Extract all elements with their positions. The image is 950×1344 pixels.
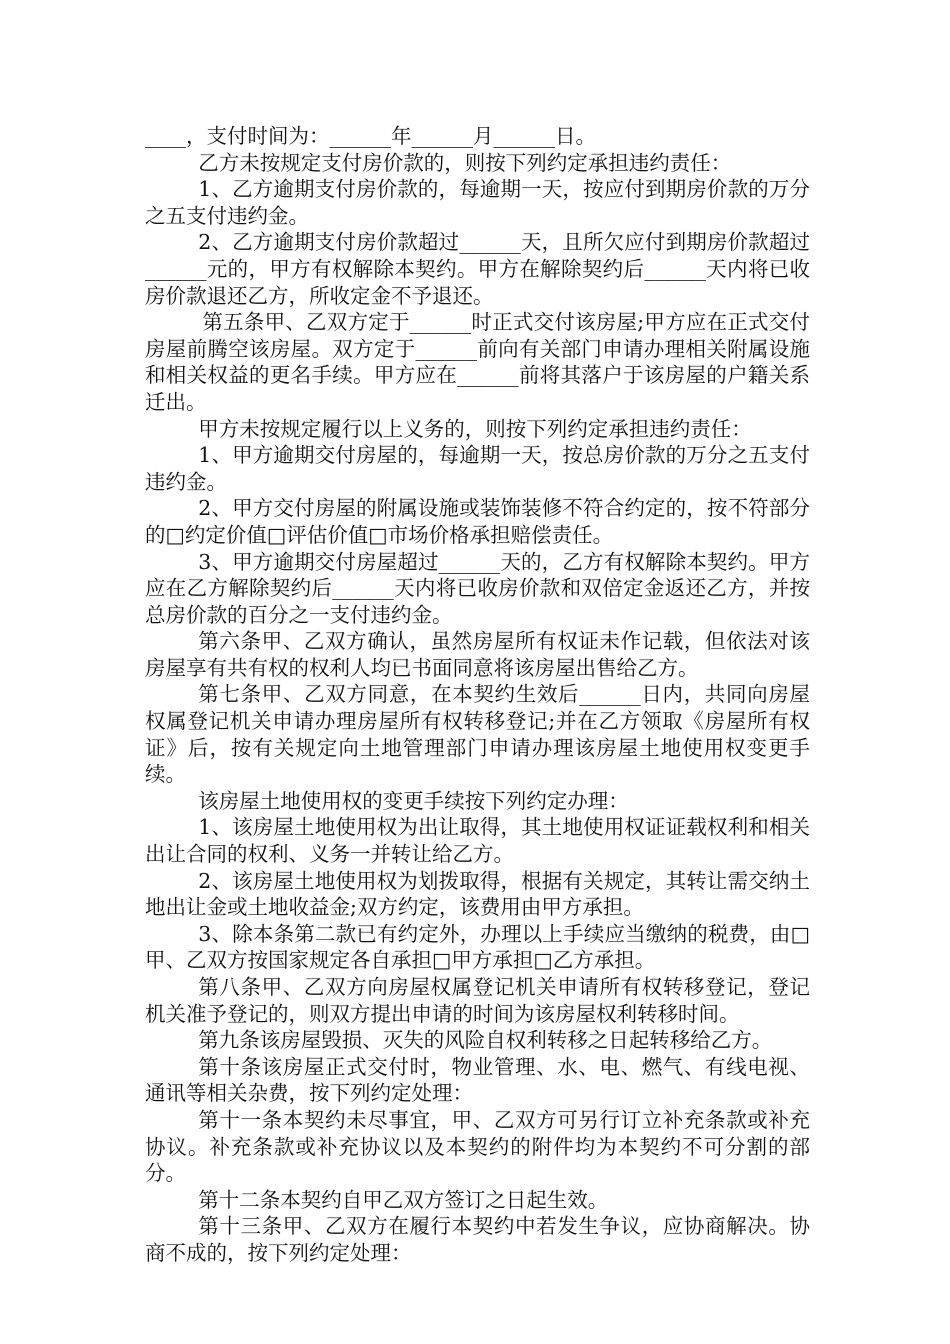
contract-paragraph: 第五条甲、乙双方定于______时正式交付该房屋;甲方应在正式交付房屋前腾空该房屋。双方定于______前向有关部门申请办理相关附属设施和相关权益的更名手续。甲方应在______前将其落户于该房屋的户籍关系迁出。 xyxy=(145,310,810,414)
contract-paragraph: 第六条甲、乙双方确认，虽然房屋所有权证未作记载，但依法对该房屋享有共有权的权利人均已书面同意将该房屋出售给乙方。 xyxy=(145,629,810,680)
contract-paragraph: 第十二条本契约自甲乙双方签订之日起生效。 xyxy=(198,1187,609,1212)
contract-paragraph: ____，支付时间为：______年______月______日。 xyxy=(145,124,596,148)
contract-paragraph: 2、甲方交付房屋的附属设施或装饰装修不符合约定的，按不符部分的□约定价值□评估价值□市场价格承担赔偿责任。 xyxy=(145,496,810,547)
contract-paragraph: 甲方未按规定履行以上义务的，则按下列约定承担违约责任： xyxy=(198,416,752,441)
contract-paragraph: 第八条甲、乙双方向房屋权属登记机关申请所有权转移登记，登记机关准予登记的，则双方提出申请的时间为该房屋权利转移时间。 xyxy=(145,975,810,1026)
contract-paragraph: 1、该房屋土地使用权为出让取得，其土地使用权证证载权利和相关出让合同的权利、义务一并转让给乙方。 xyxy=(145,815,810,867)
contract-body xyxy=(145,123,810,1267)
contract-paragraph: 3、除本条第二款已有约定外，办理以上手续应当缴纳的税费，由□甲、乙双方按国家规定各自承担□甲方承担□乙方承担。 xyxy=(145,921,810,973)
contract-paragraph: 乙方未按规定支付房价款的，则按下列约定承担违约责任： xyxy=(198,150,732,175)
contract-paragraph: 1、甲方逾期交付房屋的，每逾期一天，按总房价款的万分之五支付违约金。 xyxy=(145,443,810,494)
contract-paragraph: 第七条甲、乙双方同意，在本契约生效后______日内，共同向房屋权属登记机关申请办理房屋所有权转移登记;并在乙方领取《房屋所有权证》后，按有关规定向土地管理部门申请办理该房屋土地使用权变更手续。 xyxy=(145,682,810,787)
contract-paragraph: 第十条该房屋正式交付时，物业管理、水、电、燃气、有线电视、通讯等相关杂费，按下列约定处理： xyxy=(145,1054,810,1106)
contract-paragraph: 第十一条本契约未尽事宜，甲、乙双方可另行订立补充条款或补充协议。补充条款或补充协议以及本契约的附件均为本契约不可分割的部分。 xyxy=(145,1107,810,1186)
contract-paragraph: 1、乙方逾期支付房价款的，每逾期一天，按应付到期房价款的万分之五支付违约金。 xyxy=(145,177,810,228)
contract-paragraph: 该房屋土地使用权的变更手续按下列约定办理： xyxy=(198,788,629,813)
contract-paragraph: 3、甲方逾期交付房屋超过______天的，乙方有权解除本契约。甲方应在乙方解除契约后______天内将已收房价款和双倍定金返还乙方，并按总房价款的百分之一支付违约金。 xyxy=(145,549,810,627)
contract-paragraph: 2、乙方逾期支付房价款超过______天，且所欠应付到期房价款超过______元的，甲方有权解除本契约。甲方在解除契约后______天内将已收房价款退还乙方，所收定金不予退还。 xyxy=(145,230,810,308)
contract-paragraph: 第九条该房屋毁损、灭失的风险自权利转移之日起转移给乙方。 xyxy=(198,1028,773,1053)
contract-paragraph: 2、该房屋土地使用权为划拨取得，根据有关规定，其转让需交纳土地出让金或土地收益金;双方约定，该费用由甲方承担。 xyxy=(145,868,810,920)
contract-paragraph: 第十三条甲、乙双方在履行本契约中若发生争议，应协商解决。协商不成的，按下列约定处理： xyxy=(145,1214,810,1265)
